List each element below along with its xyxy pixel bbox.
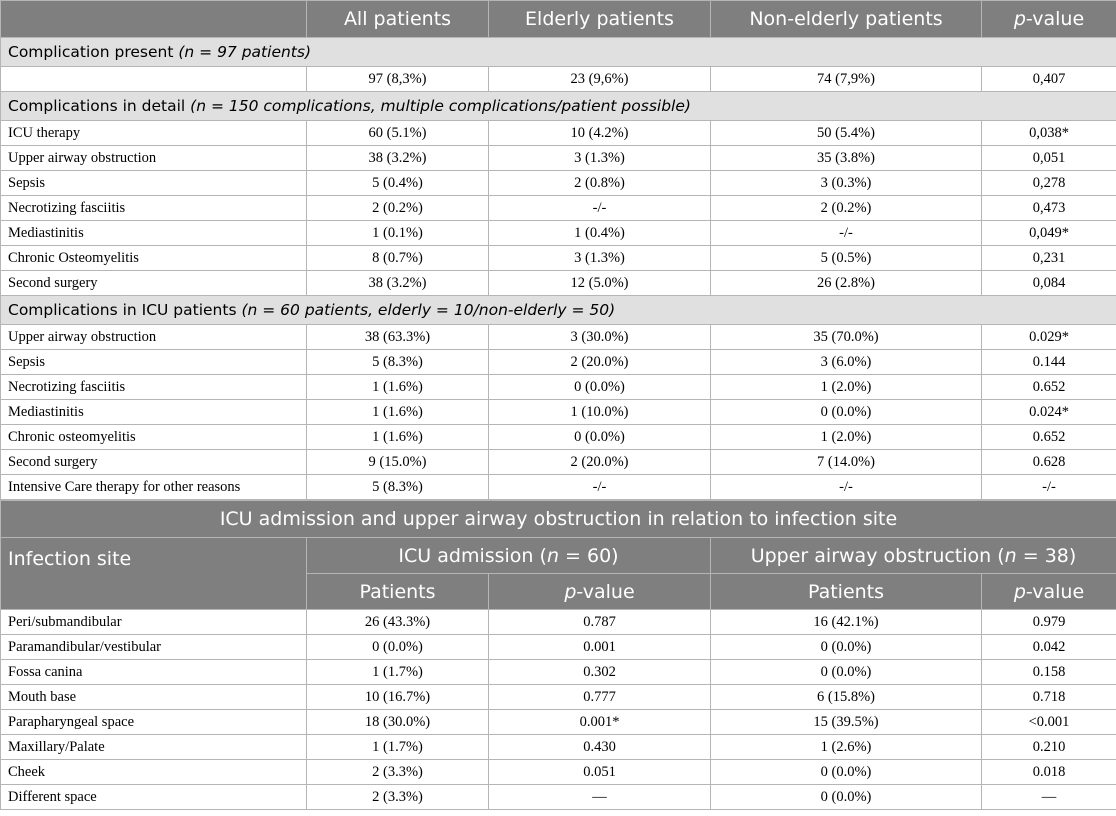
table-row — [1, 635, 1116, 660]
table-row — [1, 146, 1116, 171]
table-row — [1, 325, 1116, 350]
section3-header-row — [1, 296, 1116, 325]
cell-non-elderly: 35 (70.0%) — [711, 325, 982, 350]
uao-p-value: 0.210 — [982, 735, 1116, 760]
row-label: ICU therapy — [1, 121, 307, 146]
cell-all: 2 (0.2%) — [307, 196, 489, 221]
cell-all: 1 (1.6%) — [307, 375, 489, 400]
cell-elderly: 1 (10.0%) — [489, 400, 711, 425]
cell-non-elderly: 50 (5.4%) — [711, 121, 982, 146]
p-rest: -value — [1025, 8, 1085, 30]
site-label: Fossa canina — [1, 660, 307, 685]
cell-elderly: 3 (1.3%) — [489, 146, 711, 171]
row-label: Mediastinitis — [1, 221, 307, 246]
row-label: Sepsis — [1, 350, 307, 375]
cell-elderly: 3 (30.0%) — [489, 325, 711, 350]
uao-patients: 0 (0.0%) — [711, 785, 982, 810]
cell-non-elderly: 35 (3.8%) — [711, 146, 982, 171]
icu-patients: 10 (16.7%) — [307, 685, 489, 710]
icu-p-value: — — [489, 785, 711, 810]
site-label: Cheek — [1, 760, 307, 785]
icu-patients: 18 (30.0%) — [307, 710, 489, 735]
uao-p-value: 0.718 — [982, 685, 1116, 710]
table-row — [1, 350, 1116, 375]
cell-non-elderly: 74 (7,9%) — [711, 67, 982, 92]
section-note: (n = 97 patients) — [178, 43, 312, 61]
cell-all: 5 (0.4%) — [307, 171, 489, 196]
cell-p-value: 0,049* — [982, 221, 1116, 246]
uao-p-value: — — [982, 785, 1116, 810]
cell-p-value: 0,473 — [982, 196, 1116, 221]
cell-elderly: 0 (0.0%) — [489, 375, 711, 400]
row-label: Necrotizing fasciitis — [1, 196, 307, 221]
uao-header-n: n — [1004, 544, 1017, 567]
table-row — [1, 121, 1116, 146]
cell-non-elderly: 3 (0.3%) — [711, 171, 982, 196]
section-title — [1, 296, 1116, 325]
section-note: (n = 60 patients, elderly = 10/non-elderly = 50) — [241, 301, 616, 319]
uao-p-header — [982, 574, 1116, 610]
cell-p-value: 0.029* — [982, 325, 1116, 350]
row-label: Chronic osteomyelitis — [1, 425, 307, 450]
icu-patients: 2 (3.3%) — [307, 760, 489, 785]
infection-site-header: Infection site — [1, 538, 307, 610]
icu-patients: 1 (1.7%) — [307, 660, 489, 685]
cell-p-value: 0.144 — [982, 350, 1116, 375]
table-row — [1, 735, 1116, 760]
section1-header-row — [1, 38, 1116, 67]
cell-p-value: 0.652 — [982, 375, 1116, 400]
cell-non-elderly: 26 (2.8%) — [711, 271, 982, 296]
table2-group-header-row — [1, 538, 1116, 574]
section-title-text: Complication present — [8, 43, 174, 61]
uao-p-value: <0.001 — [982, 710, 1116, 735]
table2-title: ICU admission and upper airway obstruction in relation to infection site — [1, 501, 1116, 538]
cell-non-elderly: -/- — [711, 221, 982, 246]
cell-p-value: 0.024* — [982, 400, 1116, 425]
section2-header-row — [1, 92, 1116, 121]
cell-all: 60 (5.1%) — [307, 121, 489, 146]
uao-header — [711, 538, 1116, 574]
section-title-text: Complications in ICU patients — [8, 301, 237, 319]
table-row — [1, 785, 1116, 810]
table-row — [1, 660, 1116, 685]
cell-elderly: 1 (0.4%) — [489, 221, 711, 246]
section-title-text: Complications in detail — [8, 97, 186, 115]
table-row — [1, 450, 1116, 475]
table-row — [1, 610, 1116, 635]
icu-patients: 0 (0.0%) — [307, 635, 489, 660]
cell-p-value: 0,051 — [982, 146, 1116, 171]
cell-all: 5 (8.3%) — [307, 350, 489, 375]
p-rest: -value — [1025, 580, 1085, 603]
row-label: Necrotizing fasciitis — [1, 375, 307, 400]
row-label: Sepsis — [1, 171, 307, 196]
table2-title-row — [1, 501, 1116, 538]
infection-site-table — [0, 500, 1116, 810]
table-row — [1, 196, 1116, 221]
uao-patients: 0 (0.0%) — [711, 635, 982, 660]
cell-non-elderly: 7 (14.0%) — [711, 450, 982, 475]
cell-p-value: 0,278 — [982, 171, 1116, 196]
uao-header-post: = 38) — [1016, 544, 1077, 567]
cell-p-value: -/- — [982, 475, 1116, 500]
site-label: Maxillary/Palate — [1, 735, 307, 760]
icu-patients: 2 (3.3%) — [307, 785, 489, 810]
section-note: (n = 150 complications, multiple complications/patient possible) — [190, 97, 691, 115]
cell-p-value: 0.628 — [982, 450, 1116, 475]
row-label: Upper airway obstruction — [1, 325, 307, 350]
table-row — [1, 685, 1116, 710]
cell-elderly: 2 (0.8%) — [489, 171, 711, 196]
header-row — [1, 1, 1116, 38]
table-row — [1, 67, 1116, 92]
cell-p-value: 0,038* — [982, 121, 1116, 146]
cell-p-value: 0,231 — [982, 246, 1116, 271]
cell-all: 1 (0.1%) — [307, 221, 489, 246]
cell-elderly: -/- — [489, 475, 711, 500]
uao-p-value: 0.979 — [982, 610, 1116, 635]
table-row — [1, 760, 1116, 785]
site-label: Mouth base — [1, 685, 307, 710]
table-row — [1, 171, 1116, 196]
p-italic: p — [564, 580, 577, 603]
icu-p-value: 0.787 — [489, 610, 711, 635]
cell-elderly: 10 (4.2%) — [489, 121, 711, 146]
icu-p-value: 0.051 — [489, 760, 711, 785]
icu-admission-header — [307, 538, 711, 574]
icu-header-n: n — [546, 544, 559, 567]
p-italic: p — [1013, 580, 1026, 603]
cell-p-value: 0,084 — [982, 271, 1116, 296]
uao-patients: 0 (0.0%) — [711, 760, 982, 785]
icu-p-value: 0.430 — [489, 735, 711, 760]
icu-patients-header: Patients — [307, 574, 489, 610]
icu-header-post: = 60) — [558, 544, 619, 567]
cell-all: 38 (63.3%) — [307, 325, 489, 350]
table-row — [1, 710, 1116, 735]
cell-all: 5 (8.3%) — [307, 475, 489, 500]
uao-patients: 6 (15.8%) — [711, 685, 982, 710]
cell-elderly: -/- — [489, 196, 711, 221]
cell-elderly: 0 (0.0%) — [489, 425, 711, 450]
cell-elderly: 2 (20.0%) — [489, 350, 711, 375]
row-label — [1, 67, 307, 92]
uao-patients-header: Patients — [711, 574, 982, 610]
cell-elderly: 3 (1.3%) — [489, 246, 711, 271]
cell-non-elderly: 5 (0.5%) — [711, 246, 982, 271]
icu-p-value: 0.777 — [489, 685, 711, 710]
row-label: Intensive Care therapy for other reasons — [1, 475, 307, 500]
icu-p-value: 0.302 — [489, 660, 711, 685]
uao-p-value: 0.158 — [982, 660, 1116, 685]
row-label: Second surgery — [1, 271, 307, 296]
cell-elderly: 12 (5.0%) — [489, 271, 711, 296]
site-label: Paramandibular/vestibular — [1, 635, 307, 660]
cell-non-elderly: 2 (0.2%) — [711, 196, 982, 221]
cell-non-elderly: -/- — [711, 475, 982, 500]
uao-patients: 15 (39.5%) — [711, 710, 982, 735]
cell-p-value: 0.652 — [982, 425, 1116, 450]
cell-elderly: 2 (20.0%) — [489, 450, 711, 475]
table-row — [1, 425, 1116, 450]
cell-all: 9 (15.0%) — [307, 450, 489, 475]
icu-p-header — [489, 574, 711, 610]
icu-p-value: 0.001 — [489, 635, 711, 660]
cell-p-value: 0,407 — [982, 67, 1116, 92]
uao-p-value: 0.042 — [982, 635, 1116, 660]
section-title — [1, 38, 1116, 67]
uao-patients: 16 (42.1%) — [711, 610, 982, 635]
icu-patients: 1 (1.7%) — [307, 735, 489, 760]
cell-all: 8 (0.7%) — [307, 246, 489, 271]
table-row — [1, 221, 1116, 246]
row-label: Chronic Osteomyelitis — [1, 246, 307, 271]
cell-all: 38 (3.2%) — [307, 271, 489, 296]
table-row — [1, 475, 1116, 500]
cell-all: 38 (3.2%) — [307, 146, 489, 171]
cell-all: 1 (1.6%) — [307, 400, 489, 425]
p-italic: p — [1013, 8, 1026, 30]
cell-non-elderly: 0 (0.0%) — [711, 400, 982, 425]
site-label: Different space — [1, 785, 307, 810]
uao-p-value: 0.018 — [982, 760, 1116, 785]
table-row — [1, 375, 1116, 400]
cell-non-elderly: 3 (6.0%) — [711, 350, 982, 375]
table-row — [1, 246, 1116, 271]
row-label: Mediastinitis — [1, 400, 307, 425]
uao-patients: 1 (2.6%) — [711, 735, 982, 760]
site-label: Peri/submandibular — [1, 610, 307, 635]
row-label: Upper airway obstruction — [1, 146, 307, 171]
cell-all: 1 (1.6%) — [307, 425, 489, 450]
uao-header-pre: Upper airway obstruction ( — [750, 544, 1005, 567]
header-blank — [1, 1, 307, 38]
cell-non-elderly: 1 (2.0%) — [711, 425, 982, 450]
cell-elderly: 23 (9,6%) — [489, 67, 711, 92]
icu-p-value: 0.001* — [489, 710, 711, 735]
header-p-value — [982, 1, 1116, 38]
row-label: Second surgery — [1, 450, 307, 475]
header-elderly: Elderly patients — [489, 1, 711, 38]
header-all-patients: All patients — [307, 1, 489, 38]
cell-non-elderly: 1 (2.0%) — [711, 375, 982, 400]
section-title — [1, 92, 1116, 121]
icu-patients: 26 (43.3%) — [307, 610, 489, 635]
site-label: Parapharyngeal space — [1, 710, 307, 735]
uao-patients: 0 (0.0%) — [711, 660, 982, 685]
p-rest: -value — [576, 580, 635, 603]
cell-all: 97 (8,3%) — [307, 67, 489, 92]
table-row — [1, 400, 1116, 425]
header-non-elderly: Non-elderly patients — [711, 1, 982, 38]
table-row — [1, 271, 1116, 296]
icu-header-pre: ICU admission ( — [398, 544, 547, 567]
